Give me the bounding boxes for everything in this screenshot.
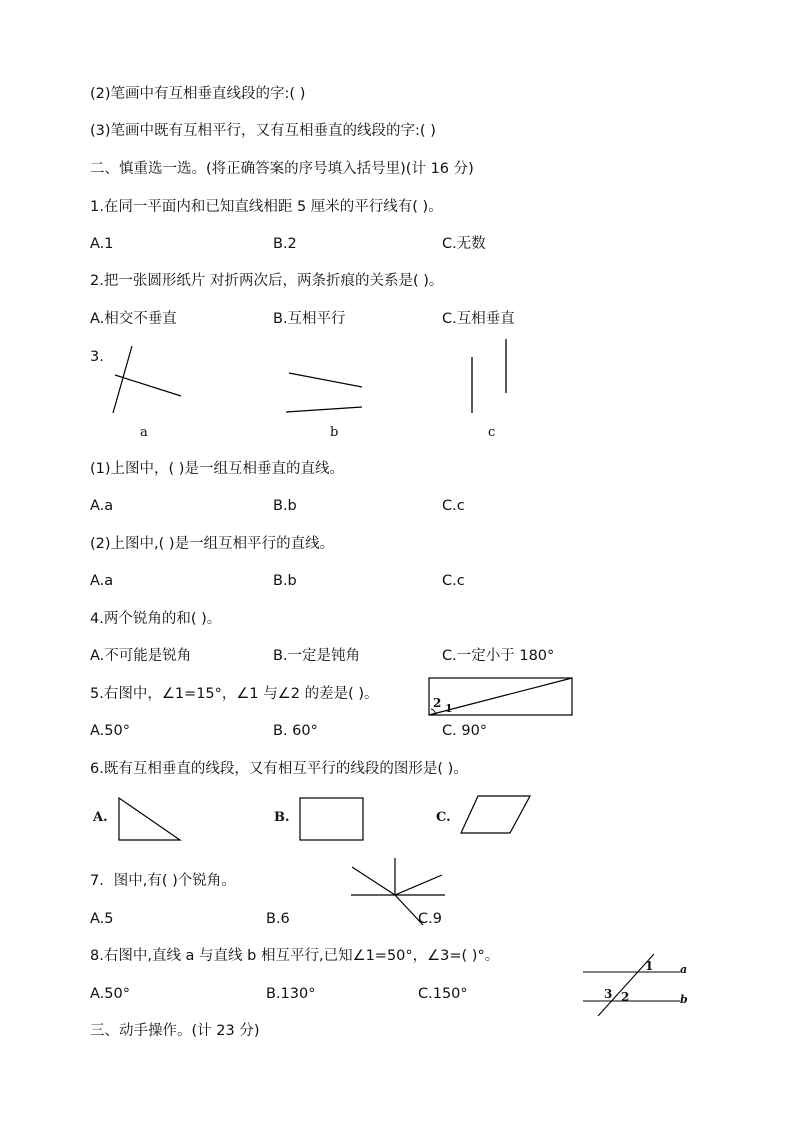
section-3-heading: 三、动手操作。(计 23 分): [90, 1023, 260, 1039]
q8-parallel-lines-figure: [580, 950, 690, 1020]
q2-option-c: C.互相垂直: [442, 311, 515, 327]
q2-option-b: B.互相平行: [273, 311, 346, 327]
question-line-2-perpendicular: (2)笔画中有互相垂直线段的字:( ): [90, 86, 306, 102]
q5-angle-2-label: 2: [433, 696, 442, 710]
q6-label-a: A.: [93, 810, 108, 825]
question-6: 6.既有互相垂直的线段，又有相互平行的线段的图形是( )。: [90, 761, 468, 777]
q2-option-a: A.相交不垂直: [90, 311, 177, 327]
question-3: 3.: [90, 349, 104, 365]
q1-option-b: B.2: [273, 236, 297, 252]
question-3-2: (2)上图中,( )是一组互相平行的直线。: [90, 536, 335, 552]
q3-figure-c: [465, 335, 515, 420]
q3-1-option-a: A.a: [90, 498, 114, 514]
q3-1-option-b: B.b: [273, 498, 297, 514]
q7-option-b: B.6: [266, 911, 290, 927]
question-5: 5.右图中，∠1=15°，∠1 与∠2 的差是( )。: [90, 686, 379, 702]
q3-2-option-a: A.a: [90, 573, 114, 589]
q4-option-c: C.一定小于 180°: [442, 648, 555, 664]
q8-angle-1-label: 1: [645, 959, 654, 973]
q5-option-a: A.50°: [90, 723, 130, 739]
question-2: 2.把一张圆形纸片 对折两次后，两条折痕的关系是( )。: [90, 273, 444, 289]
q8-line-a-label: a: [680, 963, 688, 976]
q3-label-b: b: [330, 425, 339, 440]
q5-angle-1-label: 1: [445, 702, 453, 715]
q6-label-c: C.: [436, 810, 451, 825]
q7-option-c: C.9: [418, 911, 442, 927]
question-3-1: (1)上图中，( )是一组互相垂直的直线。: [90, 461, 344, 477]
q6-label-b: B.: [274, 810, 290, 825]
question-7: 7．图中,有( )个锐角。: [90, 873, 236, 889]
q8-angle-2-label: 2: [621, 990, 630, 1004]
q6-right-triangle: [115, 795, 185, 845]
question-8: 8.右图中,直线 a 与直线 b 相互平行,已知∠1=50°，∠3=( )°。: [90, 948, 500, 964]
q3-1-option-c: C.c: [442, 498, 465, 514]
q3-2-option-b: B.b: [273, 573, 297, 589]
section-2-heading: 二、慎重选一选。(将正确答案的序号填入括号里)(计 16 分): [90, 161, 474, 177]
q3-figure-b: [280, 365, 370, 420]
q7-option-a: A.5: [90, 911, 114, 927]
q8-angle-3-label: 3: [604, 987, 613, 1001]
q8-option-b: B.130°: [266, 986, 316, 1002]
q1-option-a: A.1: [90, 236, 114, 252]
q3-label-c: c: [488, 425, 496, 440]
q5-option-b: B. 60°: [273, 723, 318, 739]
q5-option-c: C. 90°: [442, 723, 488, 739]
q3-label-a: a: [140, 425, 148, 440]
q8-line-b-label: b: [680, 993, 688, 1006]
q4-option-a: A.不可能是锐角: [90, 648, 192, 664]
q8-option-a: A.50°: [90, 986, 130, 1002]
q6-parallelogram: [458, 793, 533, 838]
q8-option-c: C.150°: [418, 986, 468, 1002]
q1-option-c: C.无数: [442, 236, 486, 252]
q3-2-option-c: C.c: [442, 573, 465, 589]
question-4: 4.两个锐角的和( )。: [90, 611, 222, 627]
q4-option-b: B.一定是钝角: [273, 648, 361, 664]
q6-rectangle: [297, 795, 367, 845]
question-1: 1.在同一平面内和已知直线相距 5 厘米的平行线有( )。: [90, 199, 443, 215]
q3-figure-a: [105, 340, 195, 420]
question-line-3-parallel-perpendicular: (3)笔画中既有互相平行，又有互相垂直的线段的字:( ): [90, 123, 436, 139]
